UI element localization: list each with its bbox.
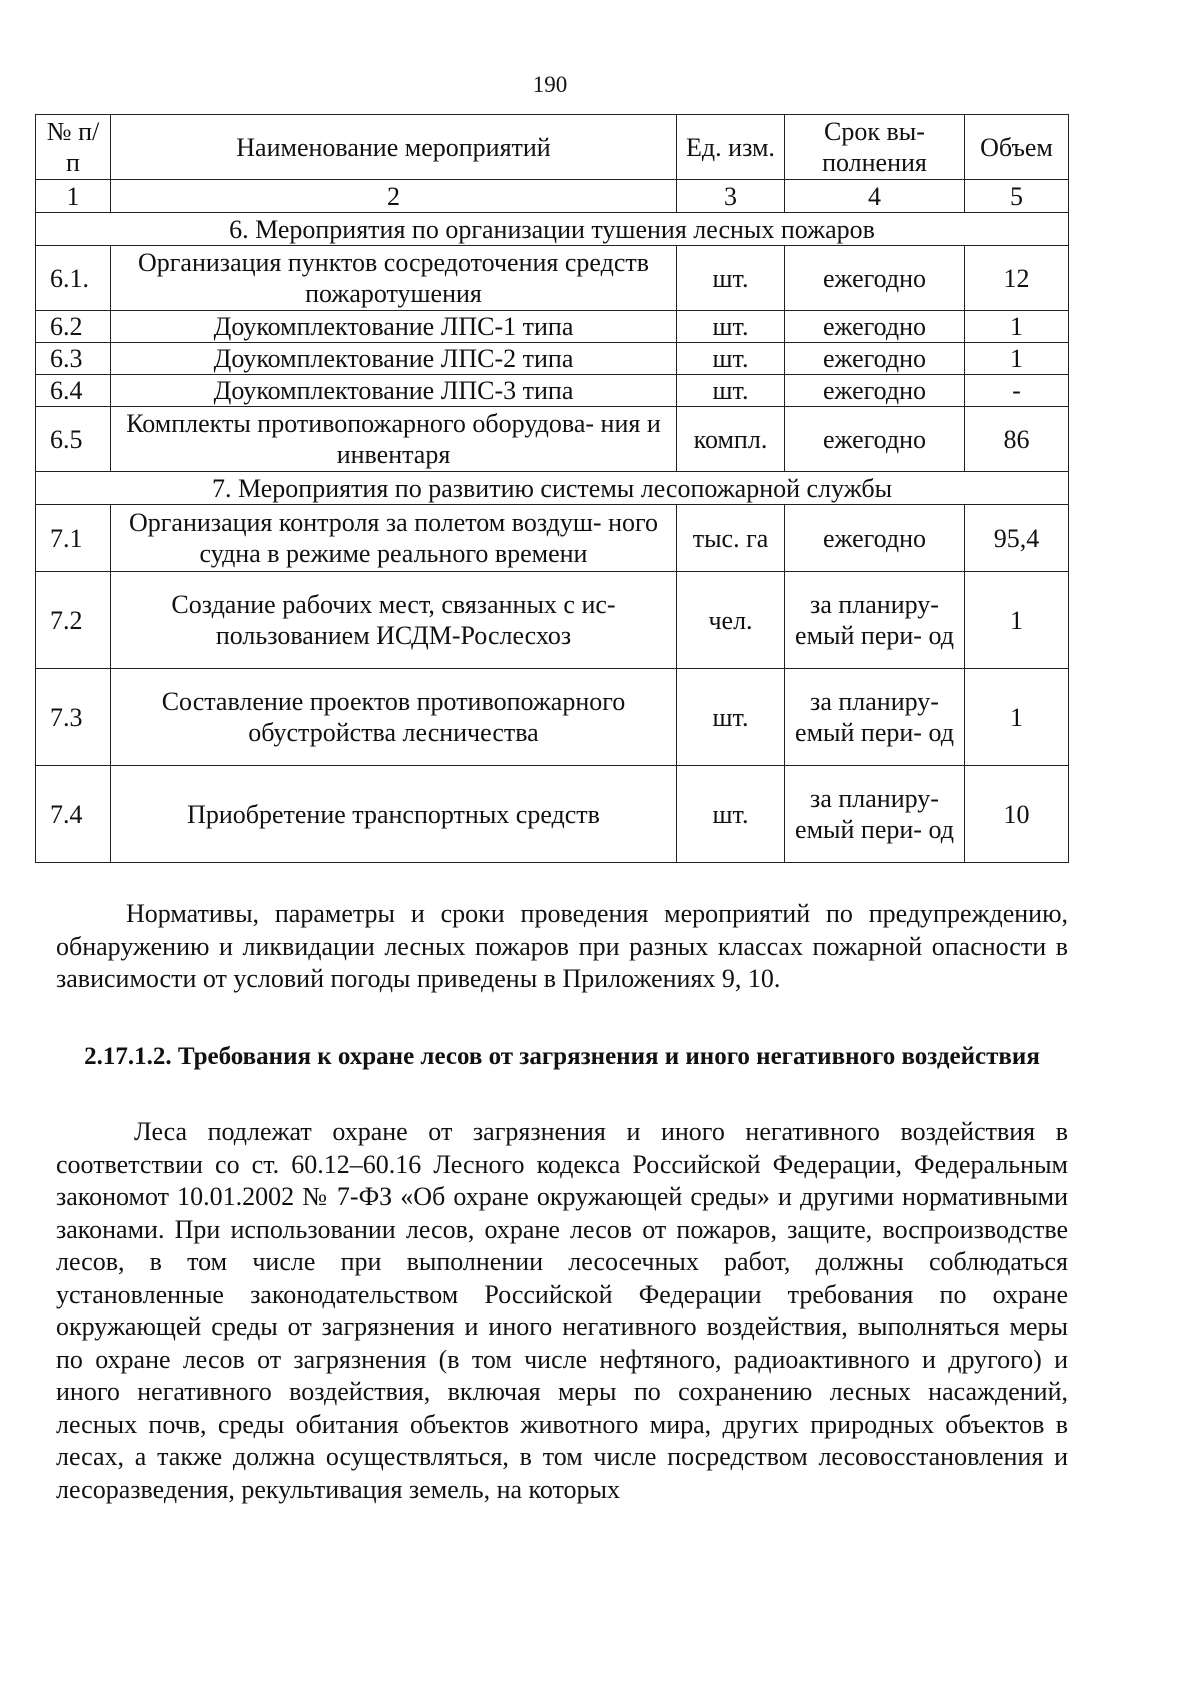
table-header-row <box>36 115 1069 180</box>
row-num: 7.3 <box>36 669 111 766</box>
table-row <box>36 572 1069 669</box>
header-volume: Объем <box>965 115 1069 180</box>
row-volume: 1 <box>965 343 1069 375</box>
row-unit: шт. <box>677 311 785 343</box>
row-name: Доукомплектование ЛПС-1 типа <box>111 311 677 343</box>
index-cell: 5 <box>965 180 1069 213</box>
index-cell: 1 <box>36 180 111 213</box>
table-row <box>36 375 1069 407</box>
measures-table <box>35 114 1069 863</box>
row-term: ежегодно <box>785 407 965 472</box>
table-row <box>36 766 1069 863</box>
row-unit: компл. <box>677 407 785 472</box>
section-7-title: 7. Мероприятия по развитию системы лесопожарной службы <box>36 472 1069 505</box>
row-volume: - <box>965 375 1069 407</box>
table-index-row <box>36 180 1069 213</box>
row-volume: 12 <box>965 246 1069 311</box>
paragraph-normatives: Нормативы, параметры и сроки проведения мероприятий по предупреждению, обнаружению и ликвидации лесных пожаров при разных классах пожарной опасности в зависимости от условий погоды приведены в Приложениях 9, 10. <box>56 899 1068 993</box>
row-num: 7.4 <box>36 766 111 863</box>
table-row <box>36 407 1069 472</box>
row-num: 7.1 <box>36 505 111 572</box>
row-num: 7.2 <box>36 572 111 669</box>
index-cell: 4 <box>785 180 965 213</box>
row-unit: шт. <box>677 343 785 375</box>
row-term: ежегодно <box>785 311 965 343</box>
row-term: ежегодно <box>785 375 965 407</box>
section-7-row <box>36 472 1069 505</box>
row-name: Составление проектов противопожарного обустройства лесничества <box>111 669 677 766</box>
header-num: № п/п <box>36 115 111 180</box>
row-unit: чел. <box>677 572 785 669</box>
row-term: ежегодно <box>785 505 965 572</box>
section-6-row <box>36 213 1069 246</box>
row-name: Комплекты противопожарного оборудова- ния и инвентаря <box>111 407 677 472</box>
header-name: Наименование мероприятий <box>111 115 677 180</box>
table-row <box>36 669 1069 766</box>
row-unit: шт. <box>677 669 785 766</box>
row-name: Доукомплектование ЛПС-3 типа <box>111 375 677 407</box>
index-cell: 3 <box>677 180 785 213</box>
row-volume: 86 <box>965 407 1069 472</box>
row-name: Доукомплектование ЛПС-2 типа <box>111 343 677 375</box>
row-volume: 1 <box>965 311 1069 343</box>
row-num: 6.4 <box>36 375 111 407</box>
row-term: за планиру- емый пери- од <box>785 766 965 863</box>
table-row <box>36 505 1069 572</box>
row-volume: 1 <box>965 572 1069 669</box>
section-heading: 2.17.1.2. Требования к охране лесов от загрязнения и иного негативного воздействия <box>84 1043 1040 1070</box>
row-unit: тыс. га <box>677 505 785 572</box>
row-term: ежегодно <box>785 246 965 311</box>
row-volume: 1 <box>965 669 1069 766</box>
row-term: ежегодно <box>785 343 965 375</box>
row-num: 6.2 <box>36 311 111 343</box>
paragraph-pollution-protection: Леса подлежат охране от загрязнения и иного негативного воздействия в соответствии со ст. 60.12–60.16 Лесного кодекса Российской Федерации, Федеральным закономот 10.01.2002 № 7-ФЗ «Об охране окружающей среды» и другими нормативными законами. При использовании лесов, охране лесов от пожаров, защите, воспроизводстве лесов, в том числе при выполнении лесосечных работ, должны соблюдаться установленные законодательством Российской Федерации требования по охране окружающей среды от загрязнения и иного негативного воздействия, выполняться меры по охране лесов от загрязнения (в том числе нефтяного, радиоактивного и другого) и иного негативного воздействия, включая меры по сохранению лесных насаждений, лесных почв, среды обитания объектов животного мира, других природных объектов в лесах, а также должна осуществляться, в том числе посредством лесовосстановления и лесоразведения, рекультивация земель, на которых <box>56 1117 1068 1504</box>
row-volume: 10 <box>965 766 1069 863</box>
index-cell: 2 <box>111 180 677 213</box>
row-name: Организация пунктов сосредоточения средств пожаротушения <box>111 246 677 311</box>
row-num: 6.1. <box>36 246 111 311</box>
page-number: 190 <box>532 72 568 97</box>
row-volume: 95,4 <box>965 505 1069 572</box>
row-unit: шт. <box>677 766 785 863</box>
table-row <box>36 311 1069 343</box>
table-row <box>36 343 1069 375</box>
header-unit: Ед. изм. <box>677 115 785 180</box>
section-6-title: 6. Мероприятия по организации тушения лесных пожаров <box>36 213 1069 246</box>
row-name: Организация контроля за полетом воздуш- ного судна в режиме реального времени <box>111 505 677 572</box>
row-num: 6.5 <box>36 407 111 472</box>
row-term: за планиру- емый пери- од <box>785 669 965 766</box>
row-name: Приобретение транспортных средств <box>111 766 677 863</box>
row-term: за планиру- емый пери- од <box>785 572 965 669</box>
header-term: Срок вы- полнения <box>785 115 965 180</box>
row-name: Создание рабочих мест, связанных с ис- пользованием ИСДМ-Рослесхоз <box>111 572 677 669</box>
table-row <box>36 246 1069 311</box>
row-unit: шт. <box>677 246 785 311</box>
row-num: 6.3 <box>36 343 111 375</box>
row-unit: шт. <box>677 375 785 407</box>
